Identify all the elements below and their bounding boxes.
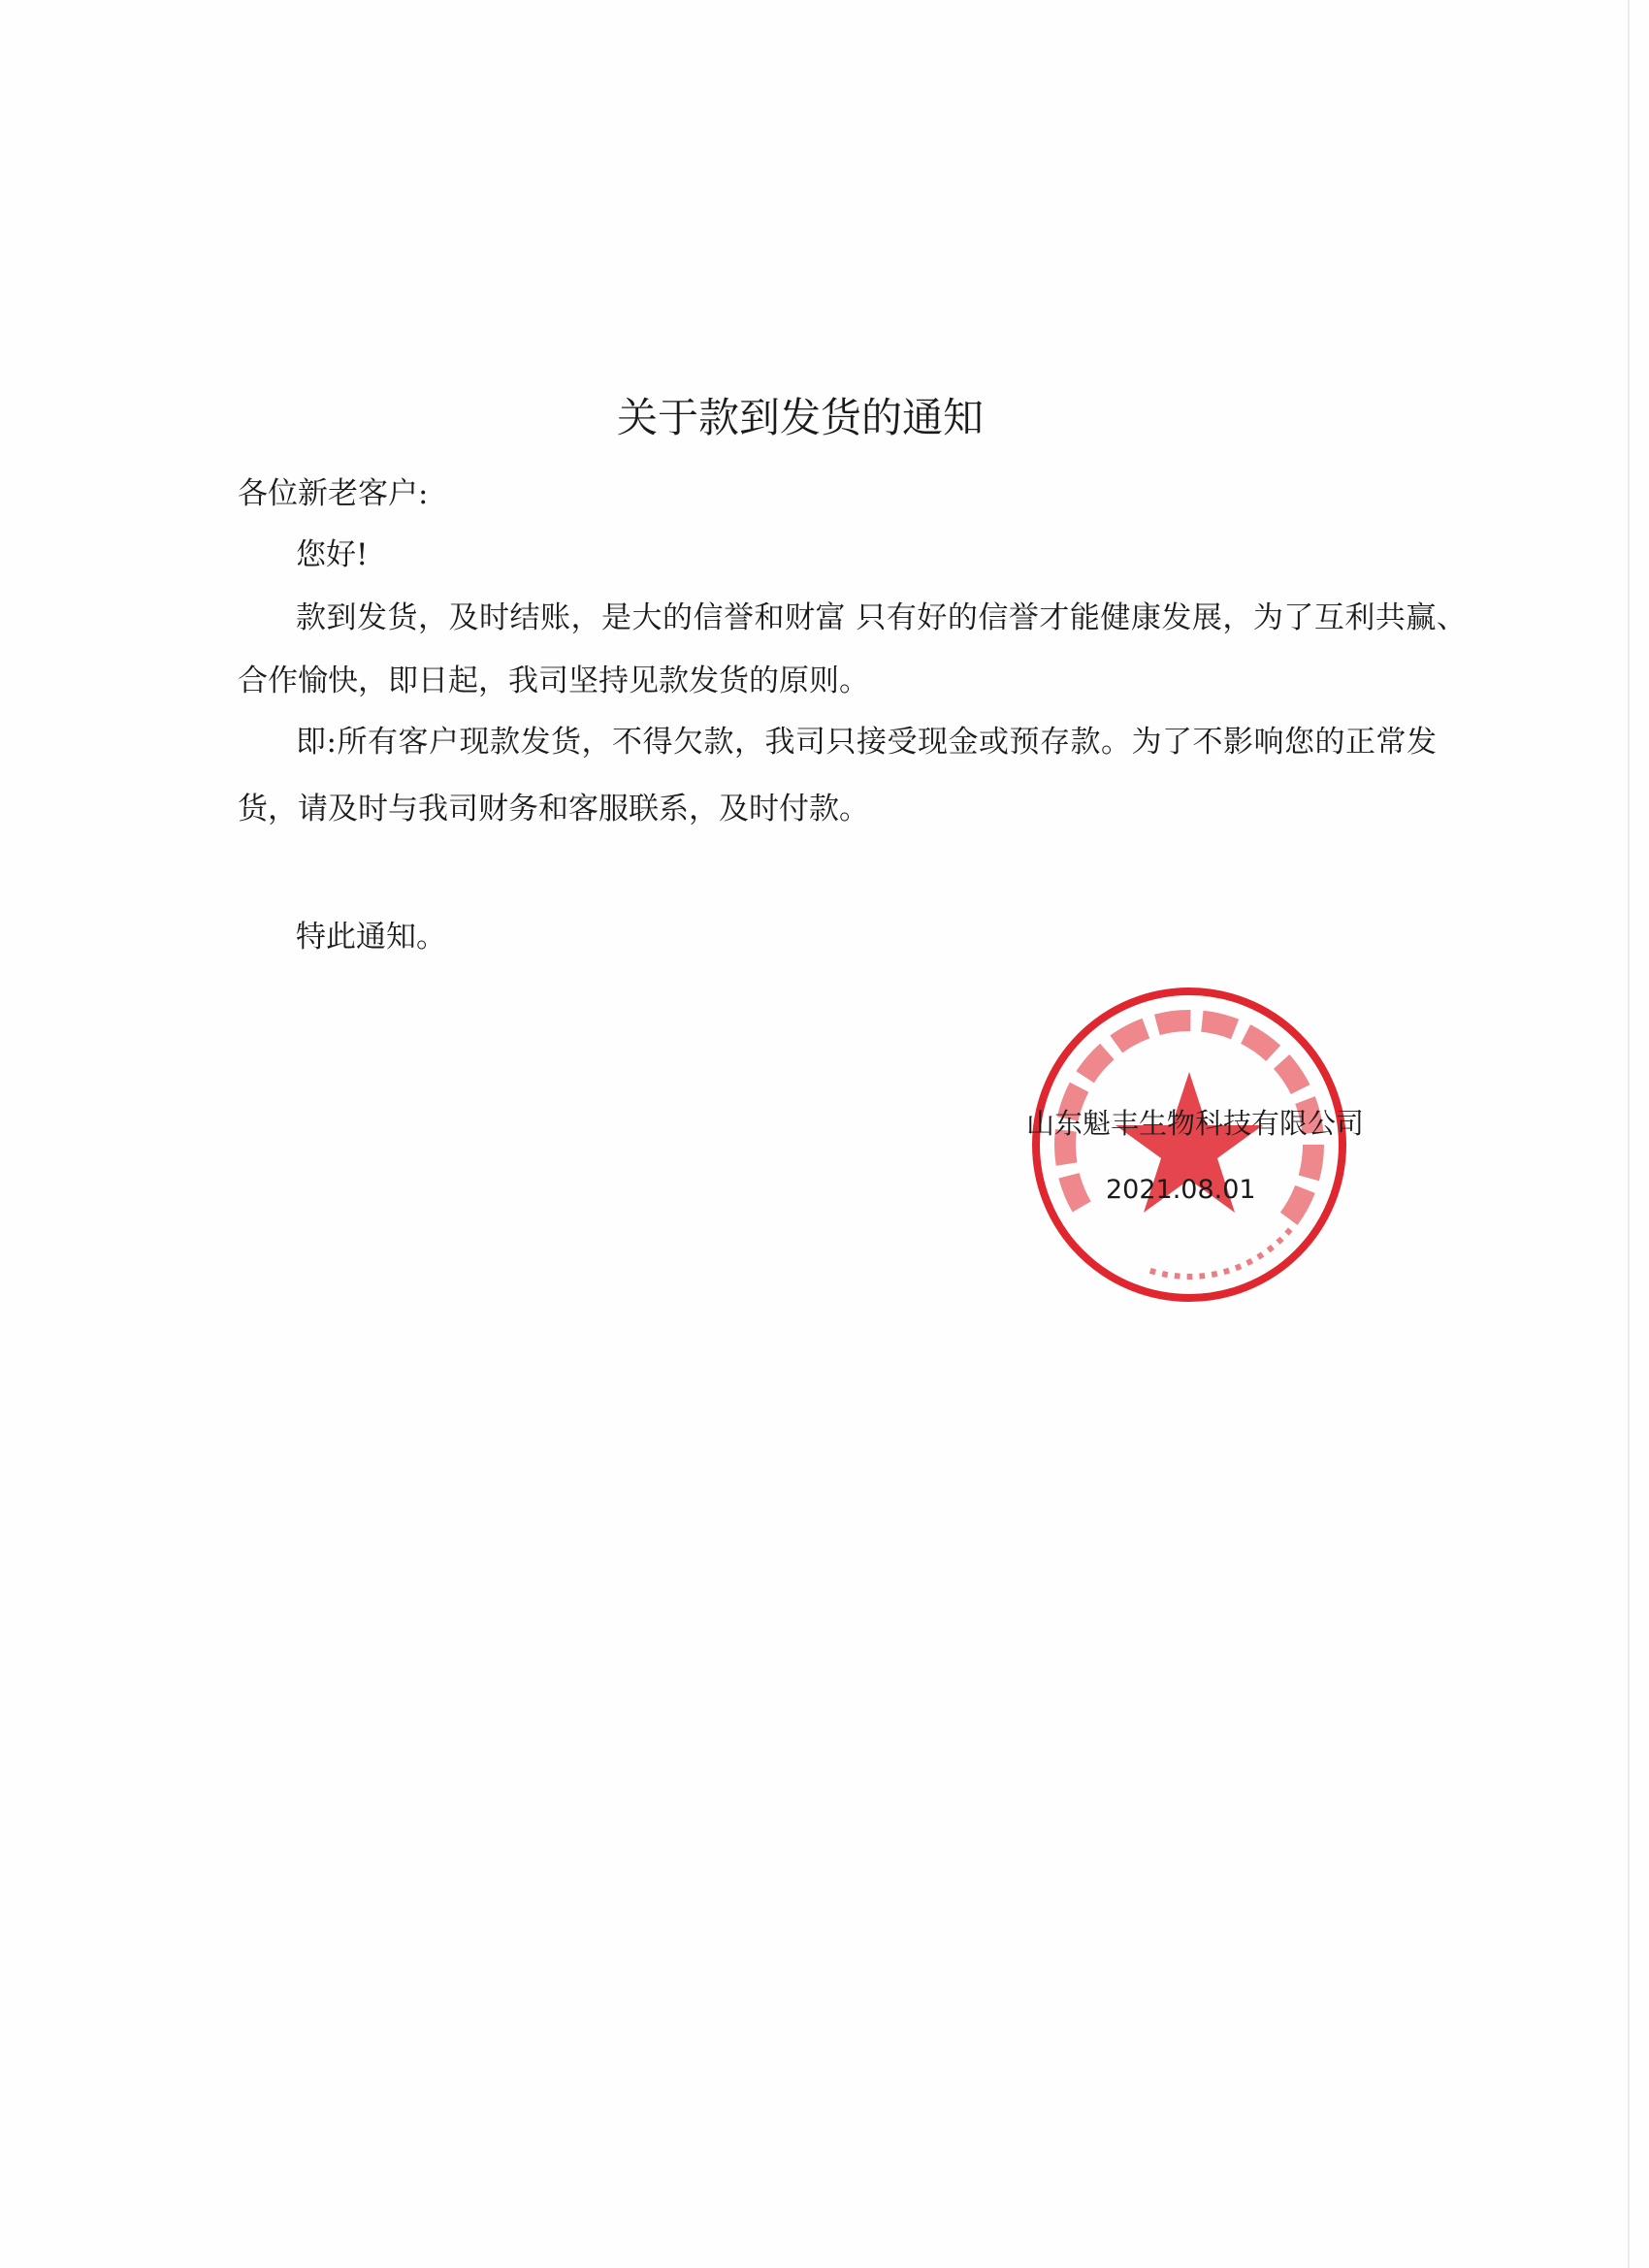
- greeting: 各位新老客户:: [238, 476, 429, 511]
- paragraph-1-line-1: 款到发货，及时结账，是大的信誉和财富 只有好的信誉才能健康发展，为了互利共赢、: [296, 600, 1468, 635]
- signature-date: 2021.08.01: [1106, 1175, 1256, 1205]
- salutation: 您好!: [296, 537, 369, 572]
- signature-company: 山东魁丰生物科技有限公司: [1026, 1107, 1365, 1140]
- paragraph-1-line-2: 合作愉快，即日起，我司坚持见款发货的原则。: [238, 664, 869, 698]
- scan-edge: [1628, 0, 1630, 2268]
- notice-title: 关于款到发货的通知: [616, 394, 984, 441]
- closing: 特此通知。: [296, 920, 446, 955]
- company-seal-stamp: [1024, 980, 1354, 1310]
- paragraph-2-line-2: 货，请及时与我司财务和客服联系，及时付款。: [238, 792, 869, 826]
- paragraph-2-line-1: 即:所有客户现款发货，不得欠款，我司只接受现金或预存款。为了不影响您的正常发: [296, 725, 1438, 760]
